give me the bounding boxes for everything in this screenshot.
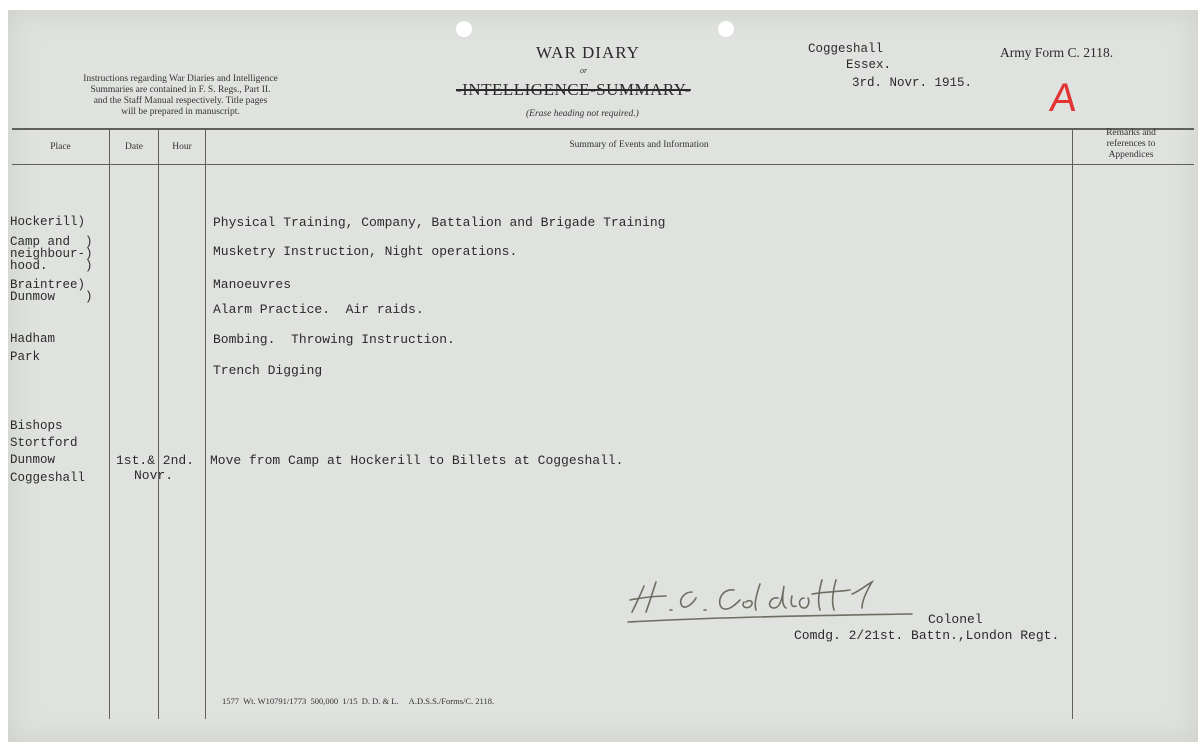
summary-entry: Bombing. Throwing Instruction. [213, 332, 455, 347]
place-entry: Stortford [10, 436, 78, 450]
diary-date: 3rd. Novr. 1915. [852, 76, 973, 90]
place-entry: neighbour-) [10, 247, 93, 261]
instructions-note: Instructions regarding War Diaries and Intelligence Summaries are contained in F. S. Regs., Part II. and the Staff Manual respectively. Title pages will be prepared in manuscript. [83, 74, 278, 117]
place-entry: Dunmow [10, 453, 56, 467]
print-footer: 1577 Wt. W10791/1773 500,000 1/15 D. D. & L. A.D.S.S./Forms/C. 2118. [222, 696, 495, 706]
erase-note: (Erase heading not required.) [526, 109, 639, 119]
place-entry: Camp and ) [10, 235, 93, 249]
column-header-date: Date [125, 142, 143, 152]
handwritten-signature [622, 572, 922, 632]
move-date: 1st.& 2nd. [116, 453, 195, 468]
summary-entry: Musketry Instruction, Night operations. [213, 244, 518, 259]
place-entry: Braintree) [10, 278, 86, 292]
summary-entry: Alarm Practice. Air raids. [213, 302, 424, 317]
date-hour-divider [158, 129, 159, 719]
summary-entry: Trench Digging [213, 363, 323, 378]
header-bottom-rule [12, 164, 1194, 165]
place-entry: Hadham [10, 332, 56, 346]
place-entry: Park [10, 350, 41, 364]
location-line-2: Essex. [846, 58, 892, 72]
punch-hole [456, 21, 472, 37]
place-date-divider [109, 129, 110, 719]
hour-summary-divider [205, 129, 206, 719]
summary-entry: Move from Camp at Hockerill to Billets at Coggeshall. [210, 453, 624, 468]
move-date-month: Novr. [134, 468, 174, 483]
place-entry: Hockerill) [10, 215, 86, 229]
war-diary-title: WAR DIARY [536, 43, 640, 62]
location-line-1: Coggeshall [808, 42, 884, 56]
column-header-hour: Hour [172, 142, 192, 152]
or-connector: or [580, 66, 588, 75]
column-header-summary: Summary of Events and Information [569, 140, 709, 150]
column-header-place: Place [50, 142, 71, 152]
place-entry: Bishops [10, 419, 63, 433]
summary-remarks-divider [1072, 129, 1073, 719]
place-entry: hood. ) [10, 259, 93, 273]
punch-hole [718, 21, 734, 37]
column-header-remarks: Remarks and references to Appendices [1106, 128, 1156, 160]
intelligence-summary-struck: -INTELLIGENCE-SUMMARY- [456, 80, 691, 99]
annotation-letter: A [1047, 76, 1080, 120]
army-form-number: Army Form C. 2118. [1000, 45, 1114, 60]
summary-entry: Physical Training, Company, Battalion and Brigade Training [213, 215, 666, 230]
table-top-rule [12, 128, 1194, 130]
place-entry: Coggeshall [10, 471, 86, 485]
summary-entry: Manoeuvres [213, 277, 292, 292]
place-entry: Dunmow ) [10, 290, 93, 304]
signatory-rank: Colonel [928, 612, 983, 627]
signatory-command: Comdg. 2/21st. Battn.,London Regt. [794, 628, 1060, 643]
